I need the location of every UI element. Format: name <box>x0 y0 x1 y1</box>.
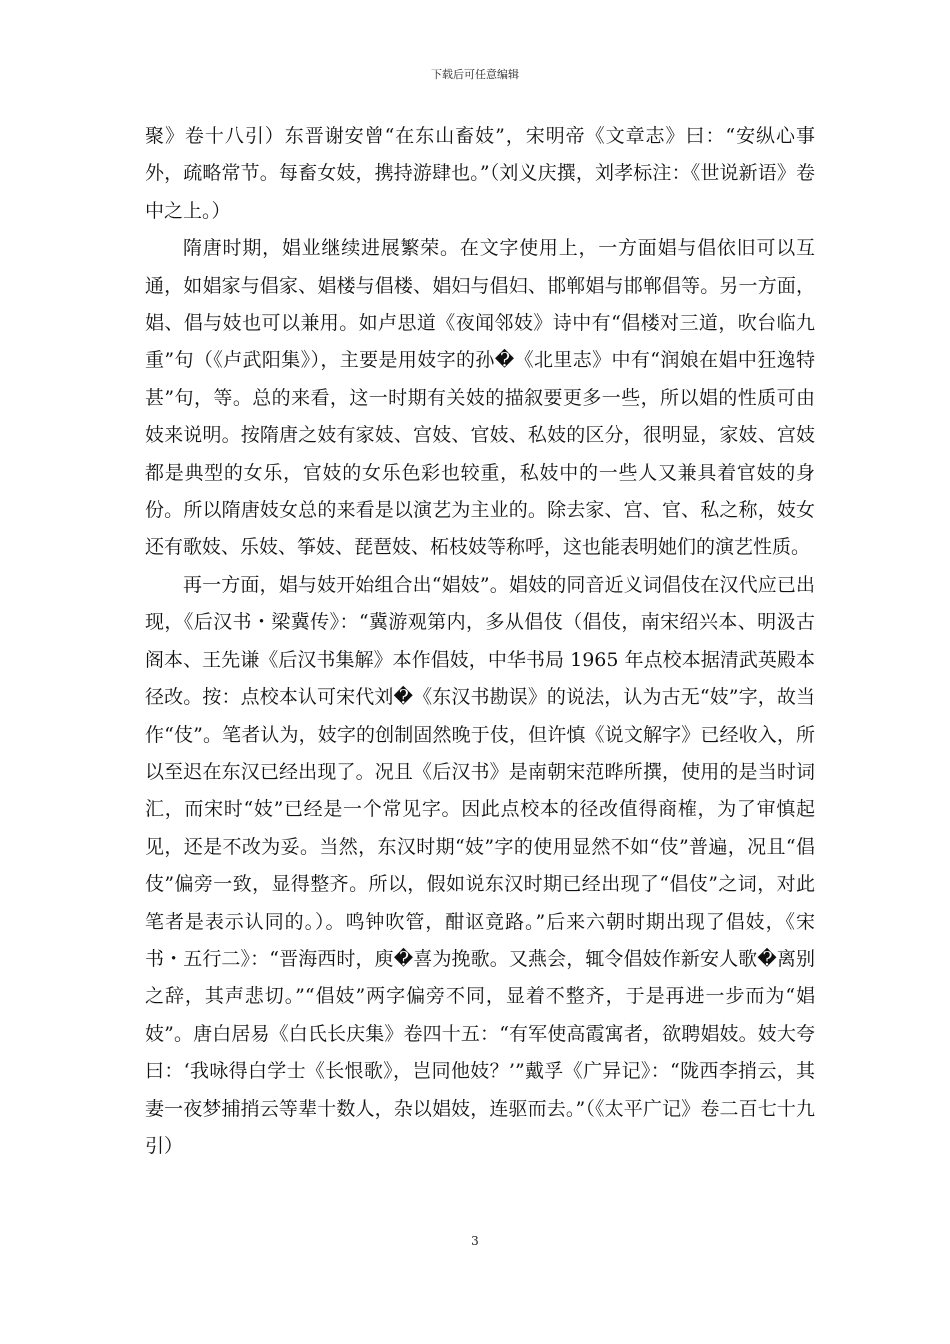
paragraph-continuation: 聚》卷十八引）东晋谢安曾“在东山畜妓”，宋明帝《文章志》曰：“安纵心事外，疏略常节。每畜女妓，携持游肆也。”（刘义庆撰，刘孝标注：《世说新语》卷中之上。） <box>145 125 815 222</box>
page-number: 3 <box>471 1234 479 1248</box>
paragraph-changji: 再一方面，娼与妓开始组合出“娼妓”。娼妓的同音近义词倡伎在汉代应已出现，《后汉书・梁冀传》：“冀游观第内，多从倡伎（倡伎，南宋绍兴本、明汲古阁本、王先谦《后汉书集解》本作倡妓，中华书局 1965 年点校本据清武英殿本径改。按：点校本认可宋代刘�《东汉书勘误》的说法，认为古无“妓”字，故当作“伎”。笔者认为，妓字的创制固然晚于伎，但许慎《说文解字》已经收入，所以至迟在东汉已经出现了。况且《后汉书》是南朝宋范晔所撰，使用的是当时词汇，而宋时“妓”已经是一个常见字。因此点校本的径改值得商榷，为了审慎起见，还是不改为妥。当然，东汉时期“妓”字的使用显然不如“伎”普遍，况且“倡伎”偏旁一致，显得整齐。所以，假如说东汉时期已经出现了“倡伎”之词，对此笔者是表示认同的。）。鸣钟吹管，酣讴竟路。”后来六朝时期出现了倡妓，《宋书・五行二》：“晋海西时，庾�喜为挽歌。又燕会，辄令倡妓作新安人歌�离别之辞，其声悲切。”“倡妓”两字偏旁不同，显着不整齐，于是再进一步而为“娼妓”。唐白居易《白氏长庆集》卷四十五：“有军使高霞寓者，欲聘娼妓。妓大夸曰：‘我咏得白学士《长恨歌》，岂同他妓？’”戴孚《广异记》：“陇西李捎云，其妻一夜梦捕捎云等辈十数人，杂以娼妓，连驱而去。”（《太平广记》卷二百七十九引） <box>145 573 815 1157</box>
page-header: 下载后可任意编辑 <box>431 68 519 81</box>
document-body <box>145 118 815 1165</box>
paragraph-sui-tang: 隋唐时期，娼业继续进展繁荣。在文字使用上，一方面娼与倡依旧可以互通，如娼家与倡家、娼楼与倡楼、娼妇与倡妇、邯郸娼与邯郸倡等。另一方面，娼、倡与妓也可以兼用。如卢思道《夜闻邻妓》诗中有“倡楼对三道，吹台临九重”句（《卢武阳集》），主要是用妓字的孙�《北里志》中有“润娘在娼中狂逸特甚”句，等。总的来看，这一时期有关妓的描叙要更多一些，所以娼的性质可由妓来说明。按隋唐之妓有家妓、宫妓、官妓、私妓的区分，很明显，家妓、宫妓都是典型的女乐，官妓的女乐色彩也较重，私妓中的一些人又兼具着官妓的身份。所以隋唐妓女总的来看是以演艺为主业的。除去家、宫、官、私之称，妓女还有歌妓、乐妓、筝妓、琵琶妓、柘枝妓等称呼，这也能表明她们的演艺性质。 <box>145 237 815 559</box>
